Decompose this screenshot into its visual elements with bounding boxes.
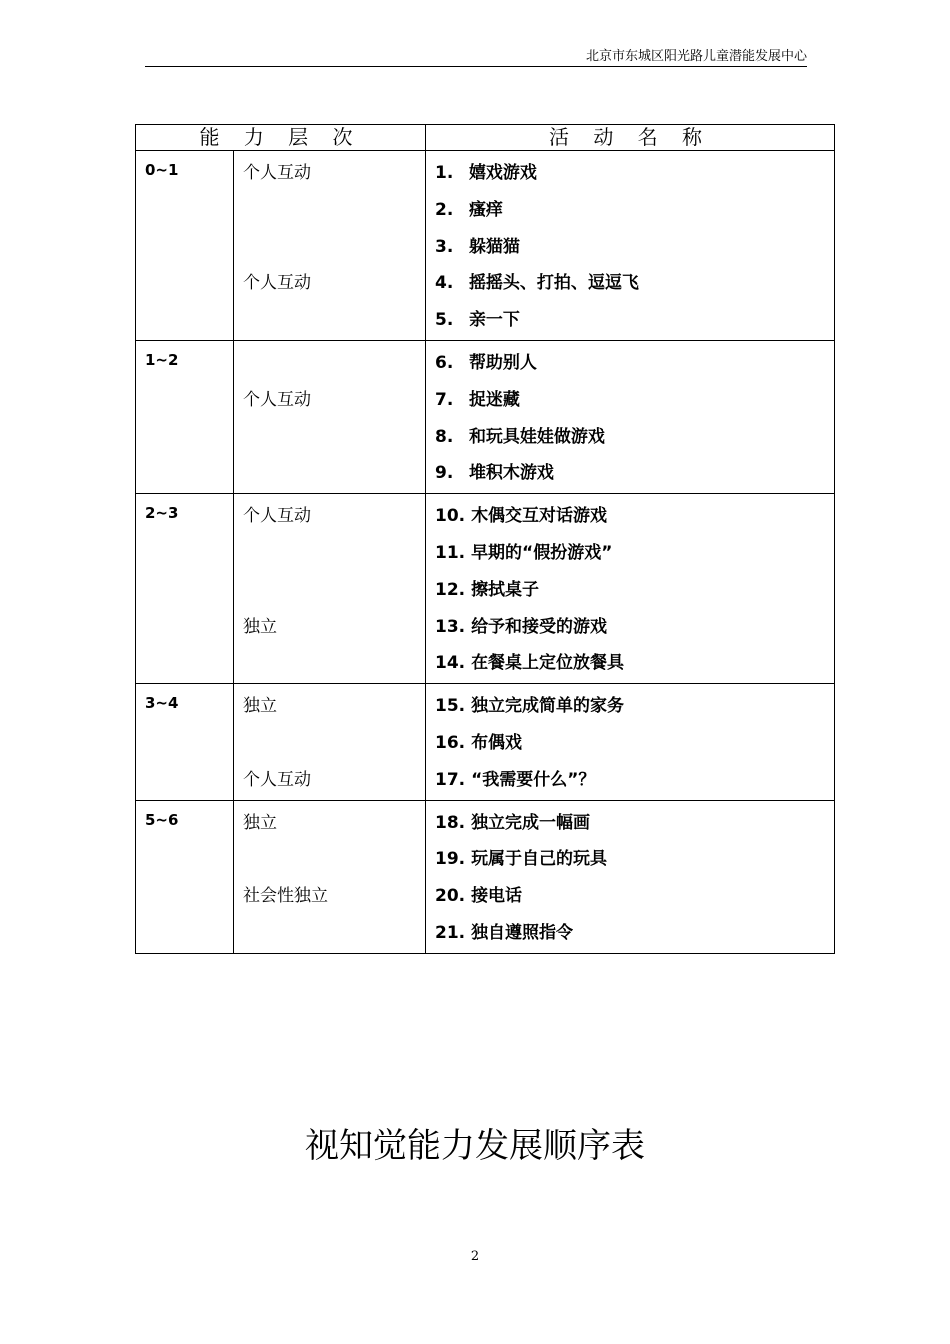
activity-item [426, 572, 834, 609]
activity-name: 早期的“假扮游戏” [471, 542, 613, 563]
activity-number: 7. [435, 389, 454, 410]
category-cell [234, 151, 426, 341]
page-number: 2 [470, 1249, 480, 1264]
activity-number: 5. [435, 310, 454, 331]
activity-item [426, 725, 834, 762]
activity-item [426, 688, 834, 725]
activity-cell [426, 800, 835, 953]
activity-name: 亲一下 [468, 310, 520, 331]
activity-number: 11. [435, 542, 466, 563]
activity-item [426, 915, 834, 952]
section-title: 视知觉能力发展顺序表 [305, 1126, 645, 1166]
activity-name: 在餐桌上定位放餐具 [471, 653, 625, 674]
table-row [136, 340, 835, 493]
activity-name: 和玩具娃娃做游戏 [468, 426, 605, 447]
category-label [234, 192, 425, 229]
category-label: 社会性独立 [243, 886, 328, 907]
activity-item [426, 609, 834, 646]
header-organization: 北京市东城区阳光路儿童潜能发展中心 [585, 49, 807, 64]
activity-item [426, 382, 834, 419]
activity-item [426, 535, 834, 572]
activity-number: 20. [435, 886, 466, 907]
activity-number: 1. [435, 163, 454, 183]
activity-cell [426, 340, 835, 493]
category-label [234, 535, 425, 572]
category-label: 个人互动 [243, 769, 311, 790]
category-cell [234, 800, 426, 953]
activity-item [426, 841, 834, 878]
activity-name: 捉迷藏 [468, 389, 520, 410]
activity-cell [426, 151, 835, 341]
category-label: 个人互动 [243, 273, 311, 294]
table-row [136, 684, 835, 800]
category-cell [234, 340, 426, 493]
category-label [234, 915, 425, 952]
category-label: 个人互动 [243, 506, 311, 527]
category-label [234, 725, 425, 762]
age-range-cell: 1~2 [136, 340, 234, 493]
activity-cell [426, 494, 835, 684]
activity-number: 6. [435, 352, 454, 373]
category-label [234, 841, 425, 878]
activity-name: 接电话 [471, 886, 523, 907]
table-header-row [136, 125, 835, 151]
category-label [234, 645, 425, 682]
activity-item [426, 878, 834, 915]
activity-item [426, 192, 834, 229]
activity-name: 堆积木游戏 [468, 463, 554, 484]
page-header [145, 48, 807, 67]
activity-name: 玩属于自己的玩具 [471, 849, 608, 870]
category-label: 独立 [243, 812, 277, 833]
activity-number: 10. [435, 506, 466, 527]
category-cell [234, 684, 426, 800]
activity-number: 14. [435, 653, 466, 674]
activity-number: 21. [435, 922, 466, 943]
age-range-cell: 2~3 [136, 494, 234, 684]
activity-name: 擦拭桌子 [471, 579, 540, 600]
category-label [234, 419, 425, 456]
age-range-cell: 3~4 [136, 684, 234, 800]
activity-item [426, 419, 834, 456]
activity-number: 16. [435, 732, 466, 753]
activity-table [135, 124, 835, 954]
activity-name: 帮助别人 [468, 352, 537, 373]
table-row [136, 494, 835, 684]
activity-number: 4. [435, 273, 454, 294]
age-range-cell: 5~6 [136, 800, 234, 953]
activity-number: 18. [435, 812, 466, 833]
activity-name: 独自遵照指令 [471, 922, 574, 943]
activity-number: 3. [435, 236, 454, 257]
activity-name: 独立完成简单的家务 [471, 696, 625, 717]
activity-number: 12. [435, 579, 466, 600]
activity-number: 15. [435, 696, 466, 717]
activity-item [426, 265, 834, 302]
category-label: 独立 [243, 696, 277, 717]
activity-number: 9. [435, 463, 454, 484]
activity-name: 嬉戏游戏 [468, 163, 537, 183]
activity-item [426, 302, 834, 339]
activity-number: 2. [435, 199, 454, 220]
activity-name: 瘙痒 [468, 199, 503, 220]
age-range-cell: 0~1 [136, 151, 234, 341]
category-label: 个人互动 [243, 389, 311, 410]
activity-name: 独立完成一幅画 [471, 812, 591, 833]
activity-item [426, 345, 834, 382]
activity-number: 8. [435, 426, 454, 447]
header-level: 能 力 层 次 [136, 125, 426, 151]
activity-item [426, 645, 834, 682]
table-row [136, 800, 835, 953]
category-label [234, 229, 425, 266]
activity-item [426, 762, 834, 799]
activity-name: “我需要什么”？ [471, 769, 596, 790]
activity-name: 木偶交互对话游戏 [471, 506, 608, 527]
activity-name: 给予和接受的游戏 [471, 616, 608, 637]
activity-item [426, 455, 834, 492]
activity-cell [426, 684, 835, 800]
category-label [234, 302, 425, 339]
category-cell [234, 494, 426, 684]
activity-name: 布偶戏 [471, 732, 523, 753]
activity-number: 19. [435, 849, 466, 870]
activity-number: 17. [435, 769, 466, 790]
category-label [234, 345, 425, 382]
header-activity: 活 动 名 称 [426, 125, 835, 151]
activity-name: 摇摇头、打拍、逗逗飞 [468, 273, 639, 294]
activity-name: 躲猫猫 [468, 236, 520, 257]
activity-item [426, 805, 834, 842]
category-label [234, 572, 425, 609]
activity-number: 13. [435, 616, 466, 637]
activity-item [426, 155, 834, 192]
table-row [136, 151, 835, 341]
category-label [234, 455, 425, 492]
activity-item [426, 498, 834, 535]
category-label: 个人互动 [243, 163, 311, 183]
activity-item [426, 229, 834, 266]
category-label: 独立 [243, 616, 277, 637]
